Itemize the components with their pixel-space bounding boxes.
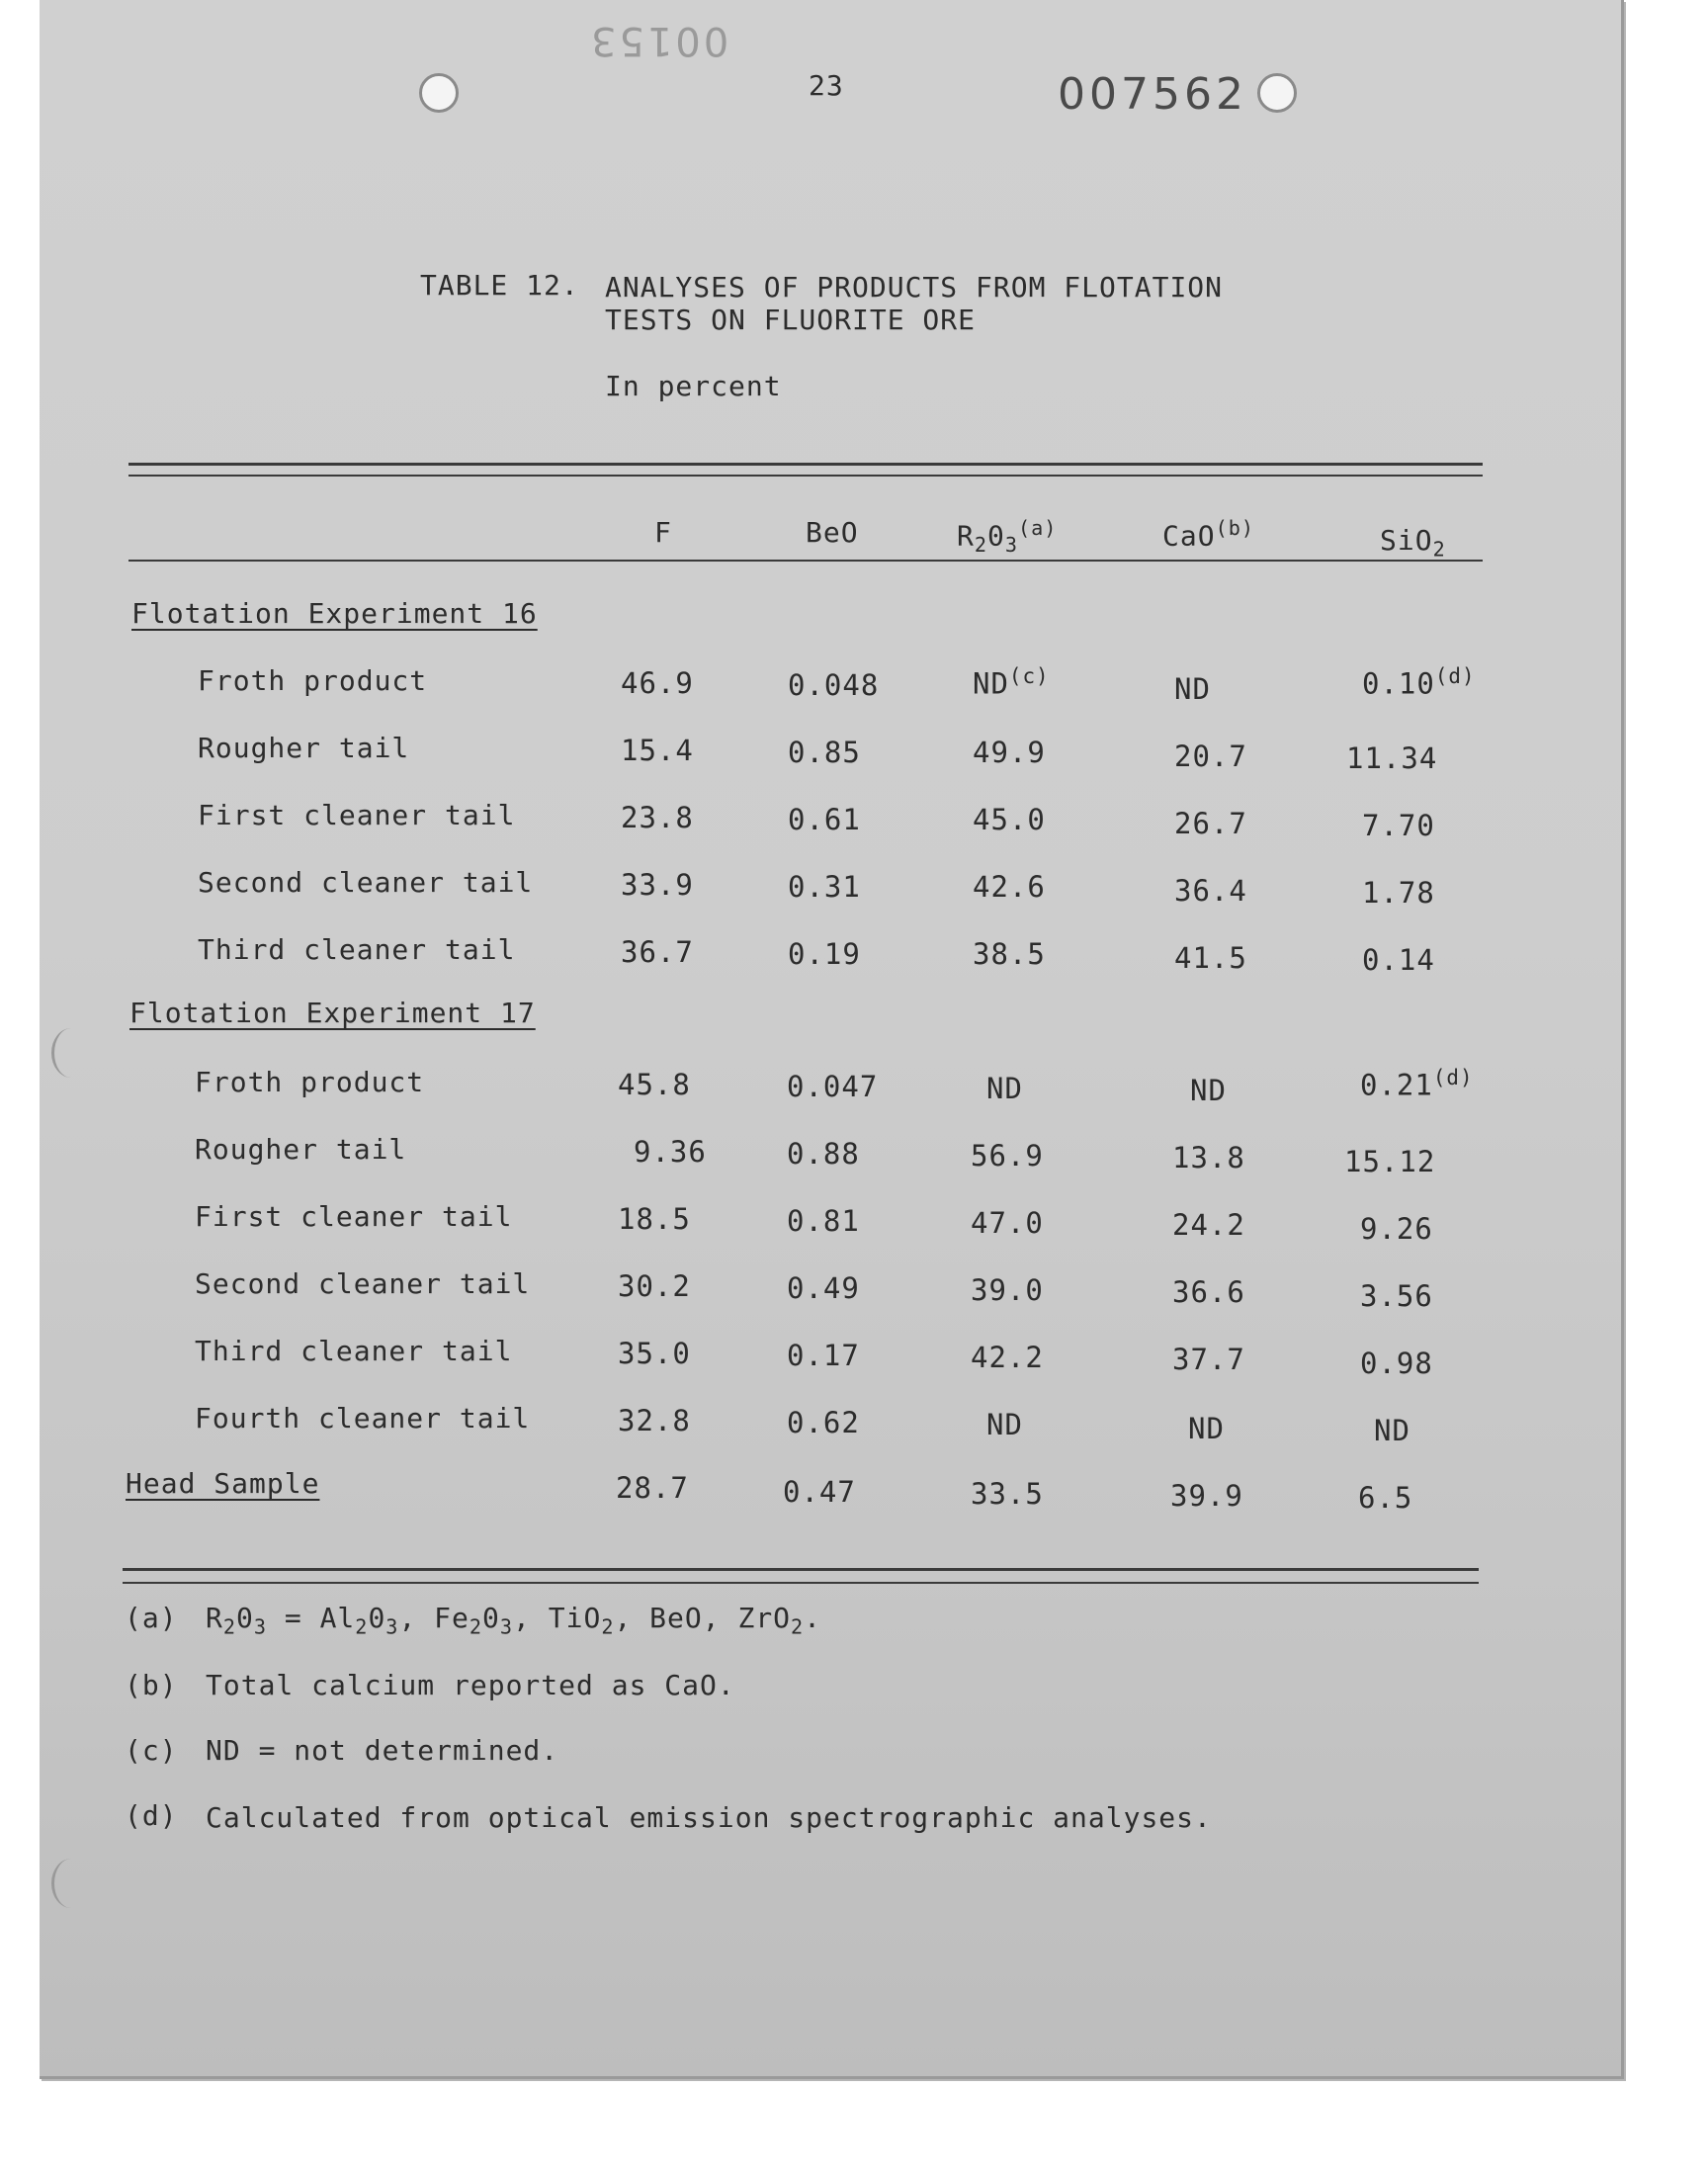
table-title-line1: ANALYSES OF PRODUCTS FROM FLOTATION [605,271,1224,304]
table-bottom-rule [123,1568,1479,1571]
cell-cao: 39.9 [1170,1479,1243,1513]
cell-sio2: 9.26 [1360,1212,1433,1246]
cell-beo: 0.047 [787,1070,879,1103]
cell-r2o3: ND [986,1072,1023,1105]
header-rule [128,560,1483,562]
cell-f: 36.7 [621,935,694,969]
col-header-cao: CaO$^{(b)}$ [1162,516,1254,553]
cell-sio2: 11.34 [1346,741,1438,775]
cell-sio2: 0.21$^{(d)}$ [1360,1066,1474,1102]
col-header-sio2: SiO$_2$ [1380,524,1446,562]
row-label: Fourth cleaner tail [195,1402,531,1435]
cell-sio2: 15.12 [1344,1145,1436,1178]
punch-hole-left [419,73,459,113]
cell-beo: 0.61 [788,803,861,836]
footnote-d-text: Calculated from optical emission spectrographic analyses. [206,1801,1212,1834]
footnote-b-mark: (b) [125,1669,178,1701]
cell-sio2: 0.10$^{(d)}$ [1362,664,1476,701]
edge-mark [51,1028,91,1078]
cell-sio2: 1.78 [1362,876,1435,910]
cell-r2o3: 33.5 [971,1477,1044,1511]
cell-f: 23.8 [621,801,694,834]
cell-f: 18.5 [618,1202,691,1236]
cell-f: 28.7 [616,1471,689,1505]
group-heading-exp16: Flotation Experiment 16 [131,597,538,630]
row-label: Third cleaner tail [198,933,516,966]
cell-sio2: 0.14 [1362,943,1435,977]
cell-r2o3: 42.2 [971,1341,1044,1374]
footnote-d-mark: (d) [125,1799,178,1832]
cell-cao: 26.7 [1174,807,1247,840]
table-bottom-rule-2 [123,1582,1479,1584]
footnote-a [125,1602,178,1634]
cell-beo: 0.19 [788,937,861,971]
cell-cao: ND [1190,1074,1227,1107]
cell-r2o3: 47.0 [971,1206,1044,1240]
edge-mark [51,1859,91,1908]
cell-r2o3: 56.9 [971,1139,1044,1173]
row-label: Second cleaner tail [198,866,534,899]
footnote-mark: (a) [125,1602,178,1634]
footnote-a-formula [206,1602,821,1639]
faint-stamp-number: 00153 [588,18,729,63]
cell-sio2: 7.70 [1362,809,1435,842]
row-label: Rougher tail [195,1133,407,1166]
cell-f: 15.4 [621,734,694,767]
cell-r2o3: 49.9 [973,736,1046,769]
col-header-f: F [654,516,672,549]
table-top-rule-2 [128,475,1483,477]
cell-f: 30.2 [618,1269,691,1303]
row-label: First cleaner tail [195,1200,513,1233]
cell-cao: 37.7 [1172,1343,1245,1376]
cell-beo: 0.47 [783,1475,856,1509]
cell-r2o3: 38.5 [973,937,1046,971]
document-page [40,0,1624,2079]
row-label: Froth product [198,664,428,697]
cell-beo: 0.85 [788,736,861,769]
cell-sio2: 0.98 [1360,1347,1433,1380]
cell-beo: 0.81 [787,1204,860,1238]
cell-r2o3: 45.0 [973,803,1046,836]
row-label: Second cleaner tail [195,1267,531,1300]
cell-cao: 20.7 [1174,740,1247,773]
row-label: First cleaner tail [198,799,516,831]
table-top-rule [128,463,1483,466]
cell-f: 32.8 [618,1404,691,1437]
cell-f: 45.8 [618,1068,691,1101]
stamp-number: 007562 [1058,69,1247,120]
col-header-beo: BeO [806,516,859,549]
cell-beo: 0.048 [788,668,880,702]
head-sample-label: Head Sample [126,1467,320,1500]
punch-hole-right [1257,73,1297,113]
cell-cao: 36.4 [1174,874,1247,908]
cell-beo: 0.17 [787,1339,860,1372]
cell-r2o3: 42.6 [973,870,1046,904]
cell-f: 33.9 [621,868,694,902]
footnote-a-rendered: $R_20_3 = Al_20_3$, $Fe_20_3$, TiO$_2$, BeO, ZrO$_2$. [206,1602,822,1639]
cell-f: 9.36 [634,1135,707,1169]
footnote-b-text: Total calcium reported as CaO. [206,1669,735,1701]
cell-cao: ND [1174,672,1211,706]
cell-beo: 0.88 [787,1137,860,1171]
cell-sio2: ND [1374,1414,1410,1447]
cell-r2o3: ND$^{(c)}$ [973,664,1050,701]
table-unit: In percent [605,370,782,402]
table-title-line2: TESTS ON FLUORITE ORE [605,304,977,336]
row-label: Froth product [195,1066,425,1098]
cell-sio2: 3.56 [1360,1279,1433,1313]
col-header-r2o3: $R_20_3^{(a)}$ [957,516,1058,557]
cell-f: 46.9 [621,666,694,700]
row-label: Rougher tail [198,732,410,764]
cell-cao: ND [1188,1412,1225,1445]
cell-beo: 0.62 [787,1406,860,1439]
footnote-c-text: ND = not determined. [206,1734,559,1767]
cell-beo: 0.49 [787,1271,860,1305]
row-label: Third cleaner tail [195,1335,513,1367]
cell-cao: 13.8 [1172,1141,1245,1174]
cell-sio2: 6.5 [1358,1481,1413,1515]
cell-r2o3: ND [986,1408,1023,1441]
cell-cao: 41.5 [1174,941,1247,975]
cell-cao: 24.2 [1172,1208,1245,1242]
table-title-label: TABLE 12. [420,269,579,302]
group-heading-exp17: Flotation Experiment 17 [129,997,536,1029]
cell-cao: 36.6 [1172,1275,1245,1309]
cell-beo: 0.31 [788,870,861,904]
cell-f: 35.0 [618,1337,691,1370]
cell-r2o3: 39.0 [971,1273,1044,1307]
footnote-c-mark: (c) [125,1734,178,1767]
page-number: 23 [809,69,844,102]
